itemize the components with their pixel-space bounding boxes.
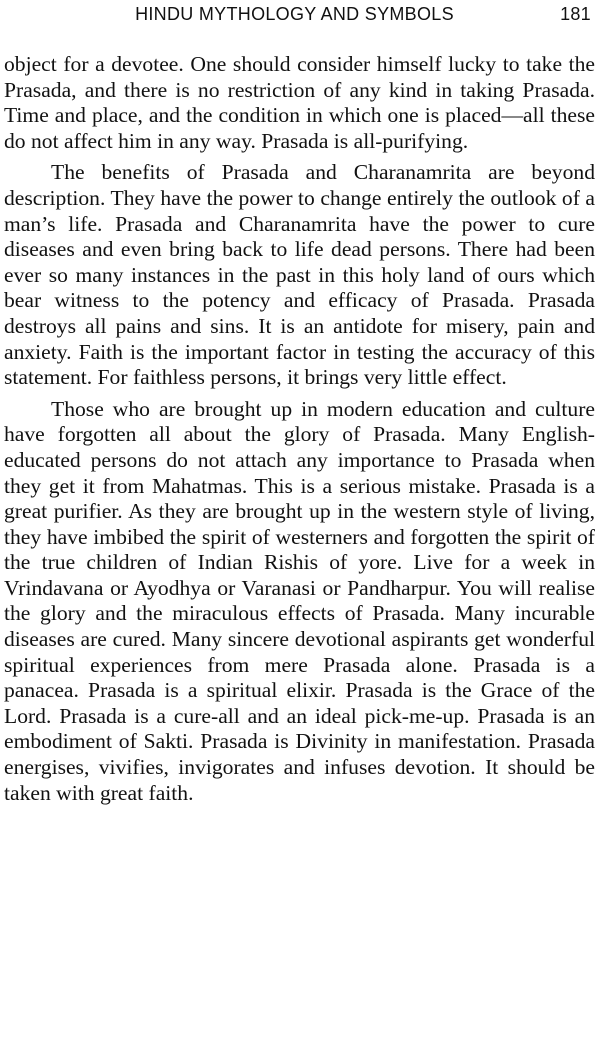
body-text — [4, 52, 595, 806]
paragraph-benefits: The benefits of Prasada and Charanamrita are beyond description. They have the power to change entirely the outlook of a man’s life. Prasada and Charanamrita have the power to cure diseases and even bring back to life dead persons. There had been ever so many instances in the past in this holy land of ours which bear witness to the potency and efficacy of Prasada. Prasada destroys all pains and sins. It is an antidote for misery, pain and anxiety. Faith is the important factor in testing the accuracy of this statement. For faithless persons, it brings very little effect. — [4, 160, 595, 390]
page-number: 181 — [560, 4, 591, 24]
running-title: HINDU MYTHOLOGY AND SYMBOLS — [135, 4, 454, 24]
running-header — [4, 0, 595, 28]
paragraph-modern-education: Those who are brought up in modern education and culture have forgotten all about the glory of Prasada. Many English-educated persons do not attach any importance to Prasada when they get it from Mahatmas. This is a serious mistake. Prasada is a great purifier. As they are brought up in the western style of living, they have imbibed the spirit of westerners and forgotten the spirit of the true children of Indian Rishis of yore. Live for a week in Vrindavana or Ayodhya or Varanasi or Pandharpur. You will realise the glory and the miraculous effects of Prasada. Many incurable diseases are cured. Many sincere devotional aspirants get wonderful spiritual experiences from mere Prasada alone. Prasada is a panacea. Prasada is a spiritual elixir. Prasada is the Grace of the Lord. Prasada is a cure-all and an ideal pick-me-up. Prasada is an embodiment of Sakti. Prasada is Divinity in manifestation. Prasada energises, vivifies, invigorates and infuses devotion. It should be taken with great faith. — [4, 396, 595, 805]
paragraph-continued: object for a devotee. One should consider himself lucky to take the Prasada, and there is no restriction of any kind in taking Prasada. Time and place, and the condition in which one is placed—all these do not affect him in any way. Prasada is all-purifying. — [4, 52, 595, 153]
